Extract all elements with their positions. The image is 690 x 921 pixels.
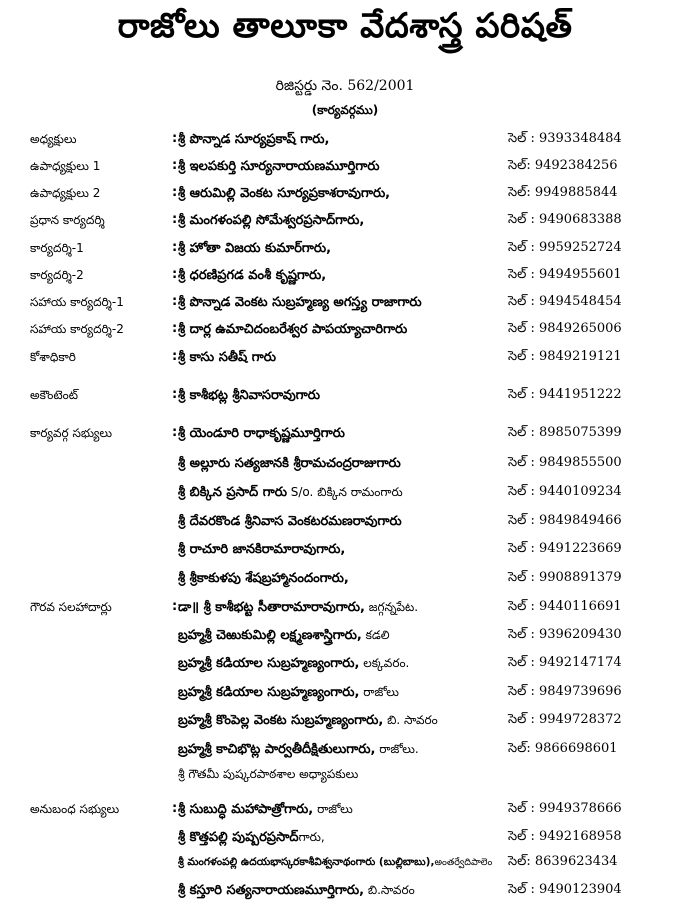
member-name: శ్రీ రాచూరి జానకిరామారావుగారు, <box>178 542 346 557</box>
role-separator: : <box>172 425 178 440</box>
member-name: శ్రీ హోతా విజయ కుమార్‌గారు, <box>178 241 332 256</box>
member-row <box>0 538 690 560</box>
member-phone: సెల్ : 9393348484 <box>508 131 622 146</box>
member-phone: సెల్ : 9494548454 <box>508 294 622 309</box>
member-note: కడలి <box>361 628 390 642</box>
member-row <box>0 128 690 150</box>
member-phone: సెల్ : 9849219121 <box>508 349 622 364</box>
member-name-line <box>178 681 399 704</box>
role-separator: : <box>172 801 178 816</box>
member-phone: సెల్ : 9440109234 <box>508 484 622 499</box>
member-row <box>0 709 690 731</box>
role-separator: : <box>172 387 178 402</box>
member-role: అనుబంధ సభ్యులు <box>30 802 120 816</box>
registration-number: రిజిస్టర్డు నెం. 562/2001 <box>275 78 415 94</box>
member-name: బ్రహ్మశ్రీ కడియాల సుబ్రహ్మణ్యంగారు, <box>178 656 360 671</box>
member-name-line <box>178 596 418 619</box>
member-row <box>0 155 690 177</box>
member-name-line <box>178 709 438 732</box>
member-phone: సెల్: 9949885844 <box>508 185 618 200</box>
member-note: గారు, <box>298 830 325 844</box>
role-separator: : <box>172 599 178 614</box>
member-name: శ్రీ దార్ల ఉమాచిదంబరేశ్వర పాపయ్యాచారిగారు <box>178 322 408 337</box>
member-name: శ్రీ పొన్నాడ సూర్యప్రకాష్ గారు, <box>178 132 330 147</box>
member-name: శ్రీ కాసు సతీష్ గారు <box>178 350 276 365</box>
member-name-line <box>178 155 380 178</box>
member-row <box>0 738 690 760</box>
member-name: శ్రీ సుబుద్ధి మహాపాత్రోగారు, <box>178 802 314 817</box>
member-note: S/o. బిక్కిన రామంగారు <box>286 485 403 499</box>
member-name: శ్రీ కాశీభట్ల శ్రీనివాసరావుగారు <box>178 388 320 403</box>
role-separator: : <box>172 131 178 146</box>
member-row <box>0 452 690 474</box>
member-name: డా॥ శ్రీ కాశీభట్ట సీతారామారావుగారు, <box>178 600 365 615</box>
member-name-line <box>178 798 353 821</box>
member-note: రాజోలు <box>313 802 353 816</box>
member-phone: సెల్: 8639623434 <box>508 854 618 869</box>
member-name-line <box>178 510 402 533</box>
member-row <box>0 346 690 368</box>
member-note: రాజోలు. <box>375 742 419 756</box>
role-separator: : <box>172 349 178 364</box>
member-note: రాజోలు <box>359 685 399 699</box>
member-name: శ్రీ ఆరుమిల్లి వెంకట సూర్యప్రకాశరావుగారు, <box>178 186 391 201</box>
member-phone: సెల్ : 9490123904 <box>508 882 622 897</box>
member-row <box>0 879 690 901</box>
member-name-line <box>178 652 409 675</box>
member-row <box>0 182 690 204</box>
member-row <box>0 384 690 406</box>
member-name: బ్రహ్మశ్రీ కడియాల సుబ్రహ్మణ్యంగారు, <box>178 685 360 700</box>
member-name-line <box>178 624 390 647</box>
member-phone: సెల్ : 9849855500 <box>508 455 622 470</box>
document-title: రాజోలు తాలూకా వేదశాస్త్ర పరిషత్ <box>117 6 573 46</box>
member-name-line <box>178 538 345 561</box>
member-name: శ్రీ ధరణిప్రగడ వంశీ కృష్ణగారు, <box>178 268 327 283</box>
member-name: శ్రీ అల్లూరు సత్యజానకి శ్రీరామచంద్రరాజుగారు <box>178 456 401 471</box>
member-name-line <box>178 209 364 232</box>
member-name-line <box>178 237 331 260</box>
member-role: ప్రధాన కార్యదర్శి <box>30 213 105 227</box>
member-name: బ్రహ్మశ్రీ చెఱుకుమిల్లి లక్ష్మణశాస్త్రిగారు, <box>178 628 362 643</box>
member-phone: సెల్ : 9494955601 <box>508 267 622 282</box>
member-phone: సెల్ : 9959252724 <box>508 240 622 255</box>
member-role: సహాయ కార్యదర్శి-2 <box>30 322 124 336</box>
role-separator: : <box>172 294 178 309</box>
member-name-line <box>178 567 349 590</box>
member-note: అంతర్వేదిపాలెం <box>434 857 493 868</box>
member-name-line <box>178 264 326 287</box>
member-name: శ్రీ దేవరకొండ శ్రీనివాస వెంకటరమణరావుగారు <box>178 514 402 529</box>
member-name-line <box>178 182 390 205</box>
member-phone: సెల్ : 9849739696 <box>508 684 622 699</box>
member-name-line <box>178 851 492 874</box>
member-name: శ్రీ కస్తూరి సత్యనారాయణమూర్తిగారు, <box>178 883 365 898</box>
member-role: అకౌంటెంట్ <box>30 388 78 402</box>
member-name-line <box>178 291 422 314</box>
role-separator: : <box>172 212 178 227</box>
member-phone: సెల్ : 9490683388 <box>508 212 622 227</box>
role-separator: : <box>172 185 178 200</box>
member-name: శ్రీ పొన్నాడ వెంకట సుబ్రహ్మణ్య అగస్త్య రాజాగారు <box>178 295 422 310</box>
role-separator: : <box>172 267 178 282</box>
member-name: శ్రీ యెండూరి రాధాకృష్ణమూర్తిగారు <box>178 426 345 441</box>
role-separator: : <box>172 240 178 255</box>
member-name: బ్రహ్మశ్రీ కాచిభొట్ల పార్వతీదీక్షితులుగారు, <box>178 742 376 757</box>
member-name: శ్రీ బిక్కిన ప్రసాద్ గారు <box>178 485 287 500</box>
member-role: కార్యదర్శి-1 <box>30 241 84 255</box>
member-row <box>0 481 690 503</box>
member-row <box>0 567 690 589</box>
member-note: జగ్గన్నపేట. <box>364 600 419 614</box>
member-row <box>0 237 690 259</box>
member-role: గౌరవ సలహాదార్లు <box>30 600 112 614</box>
member-phone: సెల్ : 9492168958 <box>508 829 622 844</box>
member-phone: సెల్ : 9949378666 <box>508 801 622 816</box>
member-role: కోశాధికారి <box>30 350 76 364</box>
member-note: బి.సావరం <box>364 883 415 897</box>
member-row <box>0 291 690 313</box>
member-name: శ్రీ ఇలపకుర్తి సూర్యనారాయణమూర్తిగారు <box>178 159 380 174</box>
member-row <box>0 422 690 444</box>
member-name-line <box>178 763 358 786</box>
member-name: శ్రీ మంగళంపల్లి సోమేశ్వరప్రసాద్‌గారు, <box>178 213 365 228</box>
member-row <box>0 596 690 618</box>
section-subtitle: (కార్యవర్గము) <box>311 103 379 117</box>
member-phone: సెల్ : 9908891379 <box>508 570 622 585</box>
member-name-line <box>178 481 403 504</box>
member-note: లక్కవరం. <box>359 656 410 670</box>
member-name-line <box>178 128 329 151</box>
member-role: కార్యవర్గ సభ్యులు <box>30 426 113 440</box>
member-phone: సెల్ : 9396209430 <box>508 627 622 642</box>
member-role: సహాయ కార్యదర్శి-1 <box>30 295 124 309</box>
member-note: శ్రీ గౌతమీ పుష్కరపాఠశాల అధ్యాపకులు <box>178 767 359 781</box>
member-row <box>0 851 690 873</box>
member-name-line <box>178 318 407 341</box>
member-phone: సెల్ : 9491223669 <box>508 541 622 556</box>
member-phone: సెల్ : 9492147174 <box>508 655 622 670</box>
member-phone: సెల్ : 8985075399 <box>508 425 622 440</box>
member-row <box>0 624 690 646</box>
member-note: బి. సావరం <box>383 713 438 727</box>
member-row <box>0 510 690 532</box>
member-row <box>0 652 690 674</box>
member-name-line <box>178 879 415 902</box>
member-name: శ్రీ శ్రీకాకుళపు శేషబ్రహ్మానందంగారు, <box>178 571 349 586</box>
role-separator: : <box>172 321 178 336</box>
member-role: కార్యదర్శి-2 <box>30 268 84 282</box>
member-phone: సెల్ : 9849849466 <box>508 513 622 528</box>
member-phone: సెల్ : 9849265006 <box>508 321 622 336</box>
member-name-line <box>178 738 419 761</box>
member-name-line <box>178 452 401 475</box>
member-phone: సెల్: 9866698601 <box>508 741 618 756</box>
member-name-line <box>178 384 320 407</box>
member-phone: సెల్ : 9949728372 <box>508 712 622 727</box>
member-role: ఉపాధ్యక్షులు 2 <box>30 186 101 200</box>
member-row <box>0 209 690 231</box>
member-name: శ్రీ కొత్తపల్లి పుష్పరప్రసాద్ <box>178 830 299 845</box>
member-name: బ్రహ్మశ్రీ కొంపెల్ల వెంకట సుబ్రహ్మణ్యంగారు, <box>178 713 384 728</box>
member-phone: సెల్ : 9440116691 <box>508 599 622 614</box>
member-name-line <box>178 346 276 369</box>
member-row <box>0 798 690 820</box>
member-name-line <box>178 826 325 849</box>
member-row <box>0 318 690 340</box>
member-row <box>0 826 690 848</box>
member-phone: సెల్ : 9441951222 <box>508 387 622 402</box>
member-role: ఉపాధ్యక్షులు 1 <box>30 159 101 173</box>
member-name: శ్రీ మంగళంపల్లి ఉదయభాస్కరకాశీవిశ్వనాథంగారు (బుల్లిబాబు), <box>178 856 435 868</box>
member-phone: సెల్: 9492384256 <box>508 158 618 173</box>
member-row <box>0 763 690 785</box>
member-row <box>0 681 690 703</box>
role-separator: : <box>172 158 178 173</box>
member-role: అధ్యక్షులు <box>30 132 77 146</box>
member-name-line <box>178 422 345 445</box>
member-row <box>0 264 690 286</box>
